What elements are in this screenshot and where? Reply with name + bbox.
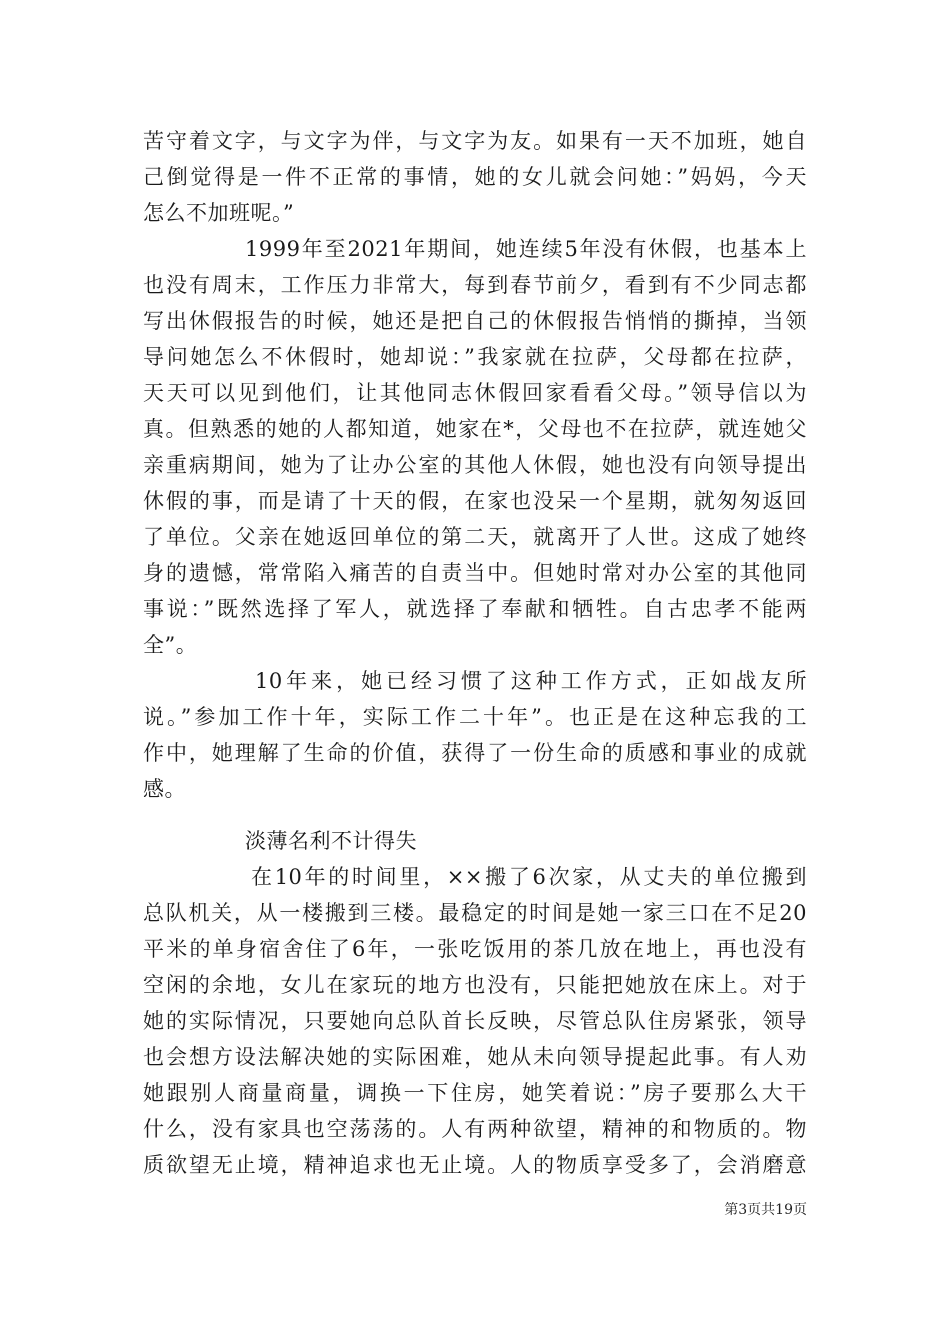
paragraph-line: 说。”参加工作十年，实际工作二十年”。也正是在这种忘我的工 xyxy=(143,705,807,729)
paragraph-line: 感。 xyxy=(143,777,186,801)
paragraph-line: 平米的单身宿舍住了6年，一张吃饭用的茶几放在地上，再也没有 xyxy=(143,937,807,961)
paragraph-line: 导问她怎么不休假时，她却说：”我家就在拉萨，父母都在拉萨， xyxy=(143,345,807,369)
paragraph-first-line: 1999年至2021年期间，她连续5年没有休假，也基本上 xyxy=(245,237,807,261)
paragraph-line: 全”。 xyxy=(143,633,198,657)
section-heading: 淡薄名利不计得失 xyxy=(245,829,417,853)
paragraph-line: 什么，没有家具也空荡荡的。人有两种欲望，精神的和物质的。物 xyxy=(143,1117,807,1141)
paragraph-first-line: 在10年的时间里，××搬了6次家，从丈夫的单位搬到 xyxy=(251,865,807,889)
paragraph-line: 作中，她理解了生命的价值，获得了一份生命的质感和事业的成就 xyxy=(143,741,807,765)
paragraph-line: 总队机关，从一楼搬到三楼。最稳定的时间是她一家三口在不足20 xyxy=(143,901,807,925)
paragraph-first-line: 10年来，她已经习惯了这种工作方式，正如战友所 xyxy=(255,669,807,693)
paragraph-line: 事说：”既然选择了军人，就选择了奉献和牺牲。自古忠孝不能两 xyxy=(143,597,807,621)
paragraph-line: 也会想方设法解决她的实际困难，她从未向领导提起此事。有人劝 xyxy=(143,1045,807,1069)
paragraph-line: 身的遗憾，常常陷入痛苦的自责当中。但她时常对办公室的其他同 xyxy=(143,561,807,585)
paragraph-line: 她跟别人商量商量，调换一下住房，她笑着说：”房子要那么大干 xyxy=(143,1081,807,1105)
paragraph-line: 了单位。父亲在她返回单位的第二天，就离开了人世。这成了她终 xyxy=(143,525,807,549)
paragraph-line: 空闲的余地，女儿在家玩的地方也没有，只能把她放在床上。对于 xyxy=(143,973,807,997)
paragraph-line: 也没有周末，工作压力非常大，每到春节前夕，看到有不少同志都 xyxy=(143,273,807,297)
paragraph-line: 休假的事，而是请了十天的假，在家也没呆一个星期，就匆匆返回 xyxy=(143,489,807,513)
paragraph-line: 质欲望无止境，精神追求也无止境。人的物质享受多了，会消磨意 xyxy=(143,1153,807,1177)
paragraph-line: 天天可以见到他们，让其他同志休假回家看看父母。”领导信以为 xyxy=(143,381,807,405)
page-number-footer: 第3页共19页 xyxy=(724,1202,807,1218)
paragraph-line: 亲重病期间，她为了让办公室的其他人休假，她也没有向领导提出 xyxy=(143,453,807,477)
paragraph-line: 写出休假报告的时候，她还是把自己的休假报告悄悄的撕掉，当领 xyxy=(143,309,807,333)
paragraph-line: 她的实际情况，只要她向总队首长反映，尽管总队住房紧张，领导 xyxy=(143,1009,807,1033)
paragraph-line: 苦守着文字，与文字为伴，与文字为友。如果有一天不加班，她自 xyxy=(143,129,807,153)
paragraph-line: 怎么不加班呢。” xyxy=(143,201,295,225)
paragraph-line: 真。但熟悉的她的人都知道，她家在*，父母也不在拉萨，就连她父 xyxy=(143,417,807,441)
paragraph-line: 己倒觉得是一件不正常的事情，她的女儿就会问她：”妈妈，今天 xyxy=(143,165,807,189)
